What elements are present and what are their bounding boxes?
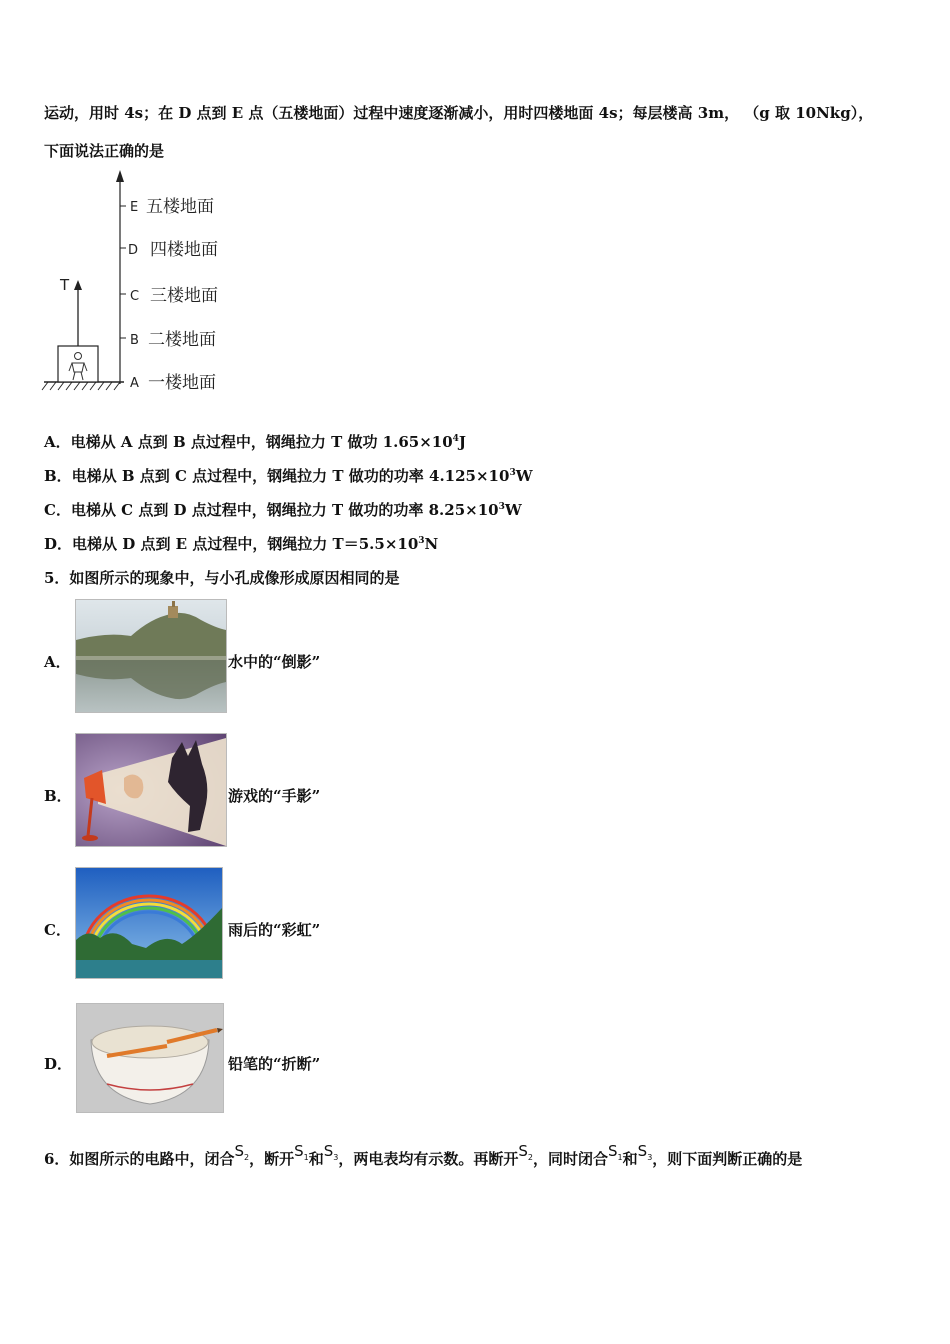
bent-pencil-photo: [76, 1003, 224, 1113]
elevator-box: [58, 346, 98, 382]
reflection-photo: [75, 599, 227, 713]
floor-name-4: 四楼地面: [150, 240, 218, 260]
hand-shadow-photo: [75, 733, 227, 847]
q4-option-c: C．电梯从 C 点到 D 点过程中，钢绳拉力 T 做功的功率 $8.25\times 10^3W$: [44, 501, 522, 519]
q4-option-d: D．电梯从 D 点到 E 点过程中，钢绳拉力 $T=5.5\times 10^3N$: [44, 535, 439, 553]
q6-stem: 6．如图所示的电路中，闭合$S_2$，断开$S_1$和$S_3$，两电表均有示数。再断开$S_2$，同时闭合$S_1$和$S_3$，则下面判断正确的是: [44, 1142, 803, 1168]
q5-option-c-letter: C．: [44, 921, 71, 939]
q5-option-b-letter: B．: [44, 787, 72, 805]
tension-arrow-icon: [74, 280, 82, 290]
q5-option-b-caption: 游戏的“手影”: [228, 787, 321, 805]
floor-name-1: 一楼地面: [148, 373, 216, 393]
floor-letter-e: E: [130, 200, 139, 215]
q5-option-a-letter: A．: [44, 653, 71, 671]
axis-arrow-icon: [116, 170, 124, 182]
switch-s3-second: $S_3$: [637, 1142, 653, 1162]
q5-option-a-caption: 水中的“倒影”: [228, 653, 321, 671]
q4-option-a: A．电梯从 A 点到 B 点过程中，钢绳拉力 T 做功 $1.65\times 10^4J$: [44, 433, 467, 451]
switch-s2: $S_2$: [234, 1142, 250, 1162]
floor-letter-b: B: [130, 333, 139, 348]
rainbow-photo: [75, 867, 223, 979]
switch-s1-second: $S_1$: [608, 1142, 623, 1162]
floor-name-3: 三楼地面: [150, 286, 218, 306]
elevator-diagram: [40, 168, 240, 398]
q5-stem: 5．如图所示的现象中，与小孔成像形成原因相同的是: [44, 569, 400, 587]
q4-stem-line1: 运动，用时 4s；在 D 点到 E 点（五楼地面）过程中速度逐渐减小，用时四楼地面 4s；每层楼高 3m， （g 取 10Nkg），: [44, 104, 874, 122]
q4-stem-line2: 下面说法正确的是: [44, 142, 165, 160]
floor-letter-a: A: [130, 376, 139, 391]
q4-option-b: B．电梯从 B 点到 C 点过程中，钢绳拉力 T 做功的功率 $4.125\times 10^3W$: [44, 467, 533, 485]
floor-name-2: 二楼地面: [148, 330, 216, 350]
floor-letter-c: C: [130, 289, 140, 304]
tension-label: T: [60, 276, 70, 294]
switch-s1: $S_1$: [294, 1142, 309, 1162]
floor-letter-d: D: [128, 243, 139, 258]
q5-option-d-letter: D．: [44, 1055, 73, 1073]
switch-s3: $S_3$: [323, 1142, 339, 1162]
q5-option-d-caption: 铅笔的“折断”: [228, 1055, 321, 1073]
floor-name-5: 五楼地面: [146, 197, 214, 217]
q5-option-c-caption: 雨后的“彩虹”: [228, 921, 321, 939]
switch-s2-second: $S_2$: [518, 1142, 533, 1162]
